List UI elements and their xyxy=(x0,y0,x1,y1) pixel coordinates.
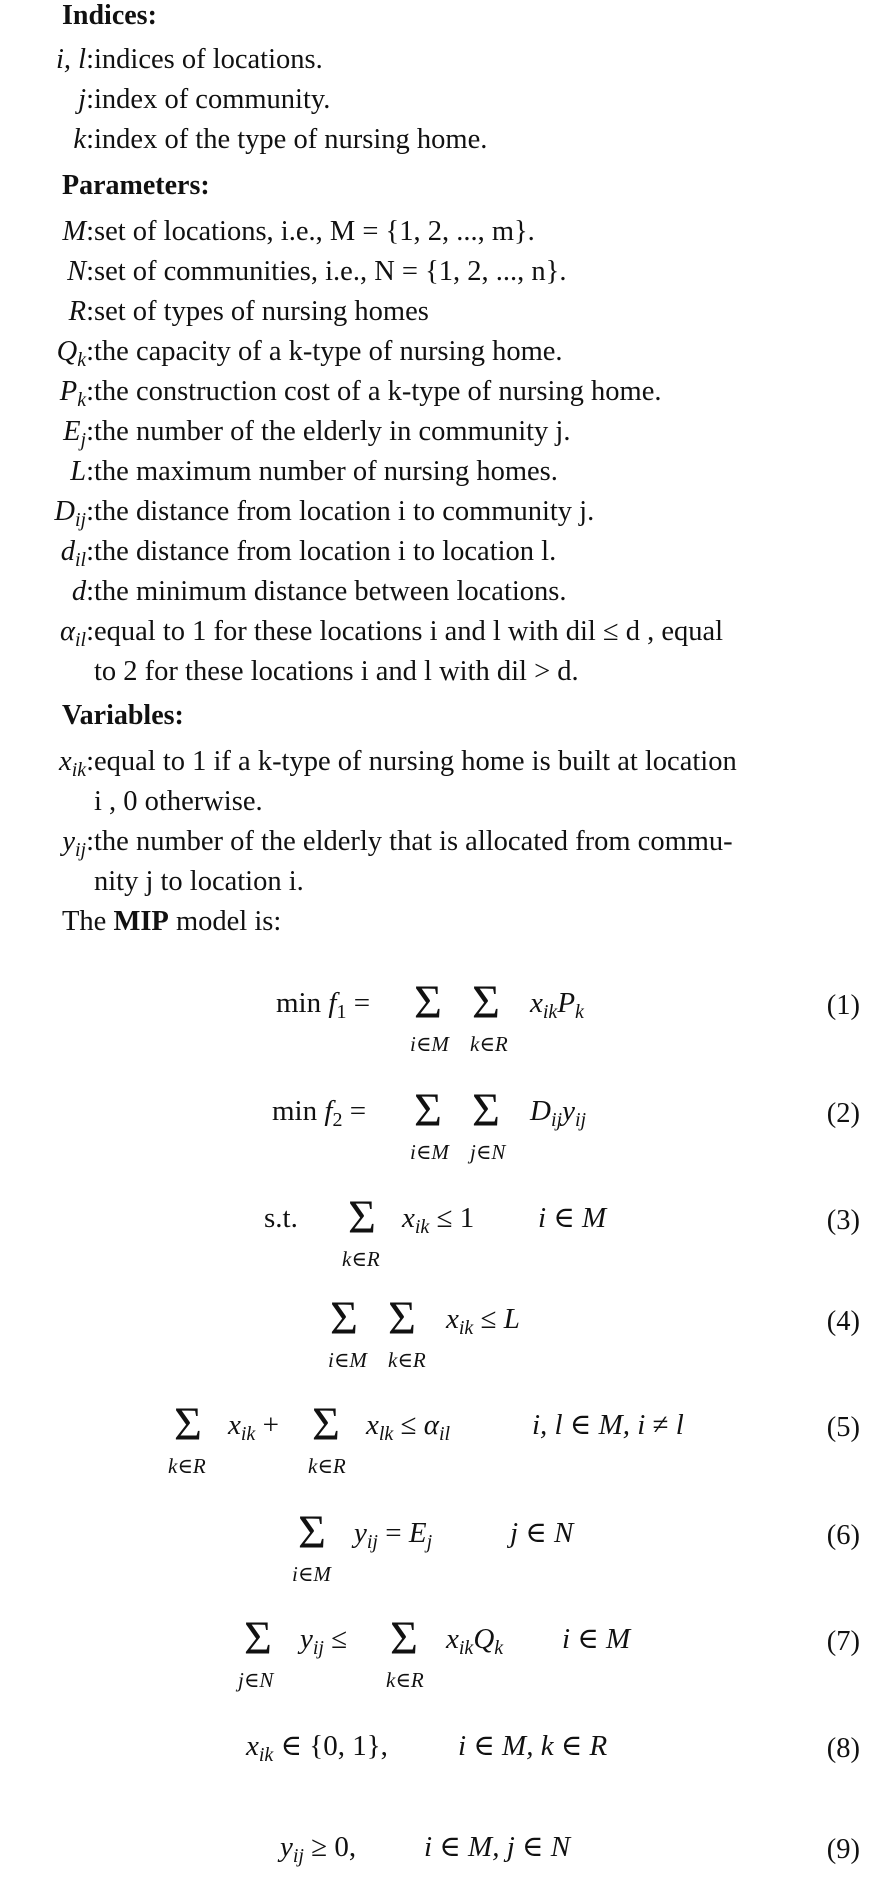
svg-text:Σ: Σ xyxy=(472,1084,500,1137)
svg-text:Σ: Σ xyxy=(298,1506,326,1559)
svg-text:xik ∈ {0, 1},: $x_{ik}$ ∈ {0, 1}, xyxy=(246,1730,388,1766)
svg-text:i∈M: i∈M xyxy=(292,1562,331,1586)
svg-text:Σ: Σ xyxy=(174,1398,202,1451)
svg-text:i ∈ M: i ∈ M xyxy=(562,1623,631,1655)
equation-number-5: (5) xyxy=(826,1412,860,1443)
svg-text:k∈R: k∈R xyxy=(470,1032,508,1056)
svg-text:j ∈ N: j ∈ N xyxy=(510,1517,574,1549)
definition xyxy=(94,612,866,692)
svg-text:Σ: Σ xyxy=(388,1292,416,1345)
svg-text:k∈R: k∈R xyxy=(388,1348,426,1372)
equation-number-8: (8) xyxy=(826,1733,860,1764)
svg-text:Σ: Σ xyxy=(472,976,500,1029)
definition xyxy=(94,822,866,902)
heading-indices: Indices: xyxy=(62,0,157,31)
equation-5 xyxy=(168,1398,684,1478)
symbol: N: xyxy=(67,256,94,287)
svg-text:i∈M: i∈M xyxy=(328,1348,367,1372)
svg-text:Σ: Σ xyxy=(348,1191,376,1244)
svg-text:i ∈ M: i ∈ M xyxy=(538,1202,607,1234)
definition: indices of locations. xyxy=(94,44,323,75)
definition: the minimum distance between locations. xyxy=(94,576,567,607)
svg-text:Σ: Σ xyxy=(330,1292,358,1345)
equation-number-7: (7) xyxy=(826,1626,860,1657)
svg-text:xikPk: $x_{ik}P_k$ xyxy=(530,987,584,1023)
equation-number-1: (1) xyxy=(826,990,860,1021)
svg-text:k∈R: k∈R xyxy=(386,1668,424,1692)
svg-text:k∈R: k∈R xyxy=(342,1247,380,1271)
svg-text:yij ≥ 0,: $y_{ij} \ge 0$, xyxy=(280,1831,357,1867)
definition: set of types of nursing homes xyxy=(94,296,429,327)
svg-text:j∈N: j∈N xyxy=(238,1668,274,1692)
symbol: $y_{ij}$: xyxy=(62,826,94,861)
symbol: k: xyxy=(73,124,94,155)
svg-text:j∈N: j∈N xyxy=(470,1140,506,1164)
equation-number-9: (9) xyxy=(826,1834,860,1865)
svg-text:Σ: Σ xyxy=(244,1612,272,1665)
symbol: L: xyxy=(70,456,94,487)
symbol: $E_j$: xyxy=(63,416,94,451)
equation-number-3: (3) xyxy=(826,1205,860,1236)
svg-text:min f1 =: $\min f_1$ = xyxy=(276,987,371,1023)
symbol: $x_{ik}$: xyxy=(59,746,94,781)
svg-text:Σ: Σ xyxy=(414,1084,442,1137)
symbol: R: xyxy=(68,296,94,327)
equation-8 xyxy=(245,1730,608,1766)
definition-line-1: equal to 1 for these locations i and l with dil ≤ d , equal xyxy=(94,616,724,647)
svg-text:k∈R: k∈R xyxy=(308,1454,346,1478)
intro-post: model is: xyxy=(168,906,282,937)
symbol: $\alpha_{il}$: xyxy=(60,616,94,651)
svg-text:xlk ≤ αil: $x_{lk} \le \alpha_{il}$ xyxy=(366,1409,451,1445)
definition: the distance from location i to location l. xyxy=(94,536,557,567)
definition: index of community. xyxy=(94,84,331,115)
svg-text:i ∈ M, j ∈ N: i ∈ M, j ∈ N xyxy=(424,1831,571,1863)
equation-number-6: (6) xyxy=(826,1520,860,1551)
svg-text:k∈R: k∈R xyxy=(168,1454,206,1478)
symbol: d: xyxy=(71,576,94,607)
svg-text:min f2 =: $\min f_2$ = xyxy=(272,1095,367,1131)
definition-line-2: i , 0 otherwise. xyxy=(94,786,263,817)
definition: the construction cost of a k-type of nursing home. xyxy=(94,376,662,407)
equation-4 xyxy=(328,1292,520,1372)
symbol: i, l: xyxy=(55,44,94,75)
symbol: M: xyxy=(62,216,94,247)
definition: set of communities, i.e., N = {1, 2, ..., n}. xyxy=(94,256,567,287)
equations-block xyxy=(0,940,890,1900)
definition xyxy=(94,742,866,822)
svg-text:xik ≤ L: $x_{ik} \le L$ xyxy=(446,1303,520,1339)
definition: the capacity of a k-type of nursing home. xyxy=(94,336,563,367)
equation-number-2: (2) xyxy=(826,1098,860,1129)
symbol: $d_{il}$: xyxy=(60,536,94,571)
svg-text:s.t.: s.t. xyxy=(264,1202,298,1234)
svg-text:i∈M: i∈M xyxy=(410,1032,449,1056)
symbol: $P_k$: xyxy=(59,376,94,411)
svg-text:xik +: $x_{ik}$ + xyxy=(228,1409,279,1445)
intro-bold: MIP xyxy=(113,906,169,937)
svg-text:xik ≤ 1: $x_{ik} \le 1$ xyxy=(402,1202,475,1238)
svg-text:Σ: Σ xyxy=(312,1398,340,1451)
definition-line-1: the number of the elderly that is allocated from commu- xyxy=(94,826,733,857)
definition: index of the type of nursing home. xyxy=(94,124,488,155)
intro-pre: The xyxy=(62,906,114,937)
definition: set of locations, i.e., M = {1, 2, ..., m}. xyxy=(94,216,535,247)
svg-text:xikQk: $x_{ik}Q_k$ xyxy=(446,1623,504,1659)
equation-9 xyxy=(277,1831,572,1867)
definition-line-2: to 2 for these locations i and l with dil > d. xyxy=(94,656,579,687)
svg-text:i∈M: i∈M xyxy=(410,1140,449,1164)
symbol: j: xyxy=(78,84,94,115)
definition: the maximum number of nursing homes. xyxy=(94,456,558,487)
svg-text:Dijyij: $D_{ij}y_{ij}$ xyxy=(530,1095,587,1131)
equation-2 xyxy=(272,1084,587,1164)
symbol: $D_{ij}$: xyxy=(54,496,94,531)
definition: the number of the elderly in community j. xyxy=(94,416,571,447)
definition: the distance from location i to community j. xyxy=(94,496,595,527)
equation-1 xyxy=(276,976,585,1056)
svg-text:yij ≤: $y_{ij}$ ≤ xyxy=(300,1623,348,1659)
svg-text:i, l ∈ M, i ≠ l: i, l ∈ M, i ≠ l xyxy=(532,1409,684,1441)
heading-parameters: Parameters: xyxy=(62,170,210,201)
svg-text:Σ: Σ xyxy=(390,1612,418,1665)
equation-3 xyxy=(264,1191,608,1271)
definition-line-2: nity j to location i. xyxy=(94,866,304,897)
definition-line-1: equal to 1 if a k-type of nursing home is built at location xyxy=(94,746,737,777)
equation-7 xyxy=(235,1612,632,1692)
equation-number-4: (4) xyxy=(826,1306,860,1337)
symbol: $Q_k$: xyxy=(56,336,94,371)
svg-text:Σ: Σ xyxy=(414,976,442,1029)
model-intro xyxy=(62,902,281,942)
svg-text:yij = Ej: $y_{ij} = E_j$ xyxy=(354,1517,433,1553)
heading-variables: Variables: xyxy=(62,700,184,731)
svg-text:i ∈ M, k ∈ R: i ∈ M, k ∈ R xyxy=(458,1730,608,1762)
equation-6 xyxy=(292,1506,575,1586)
